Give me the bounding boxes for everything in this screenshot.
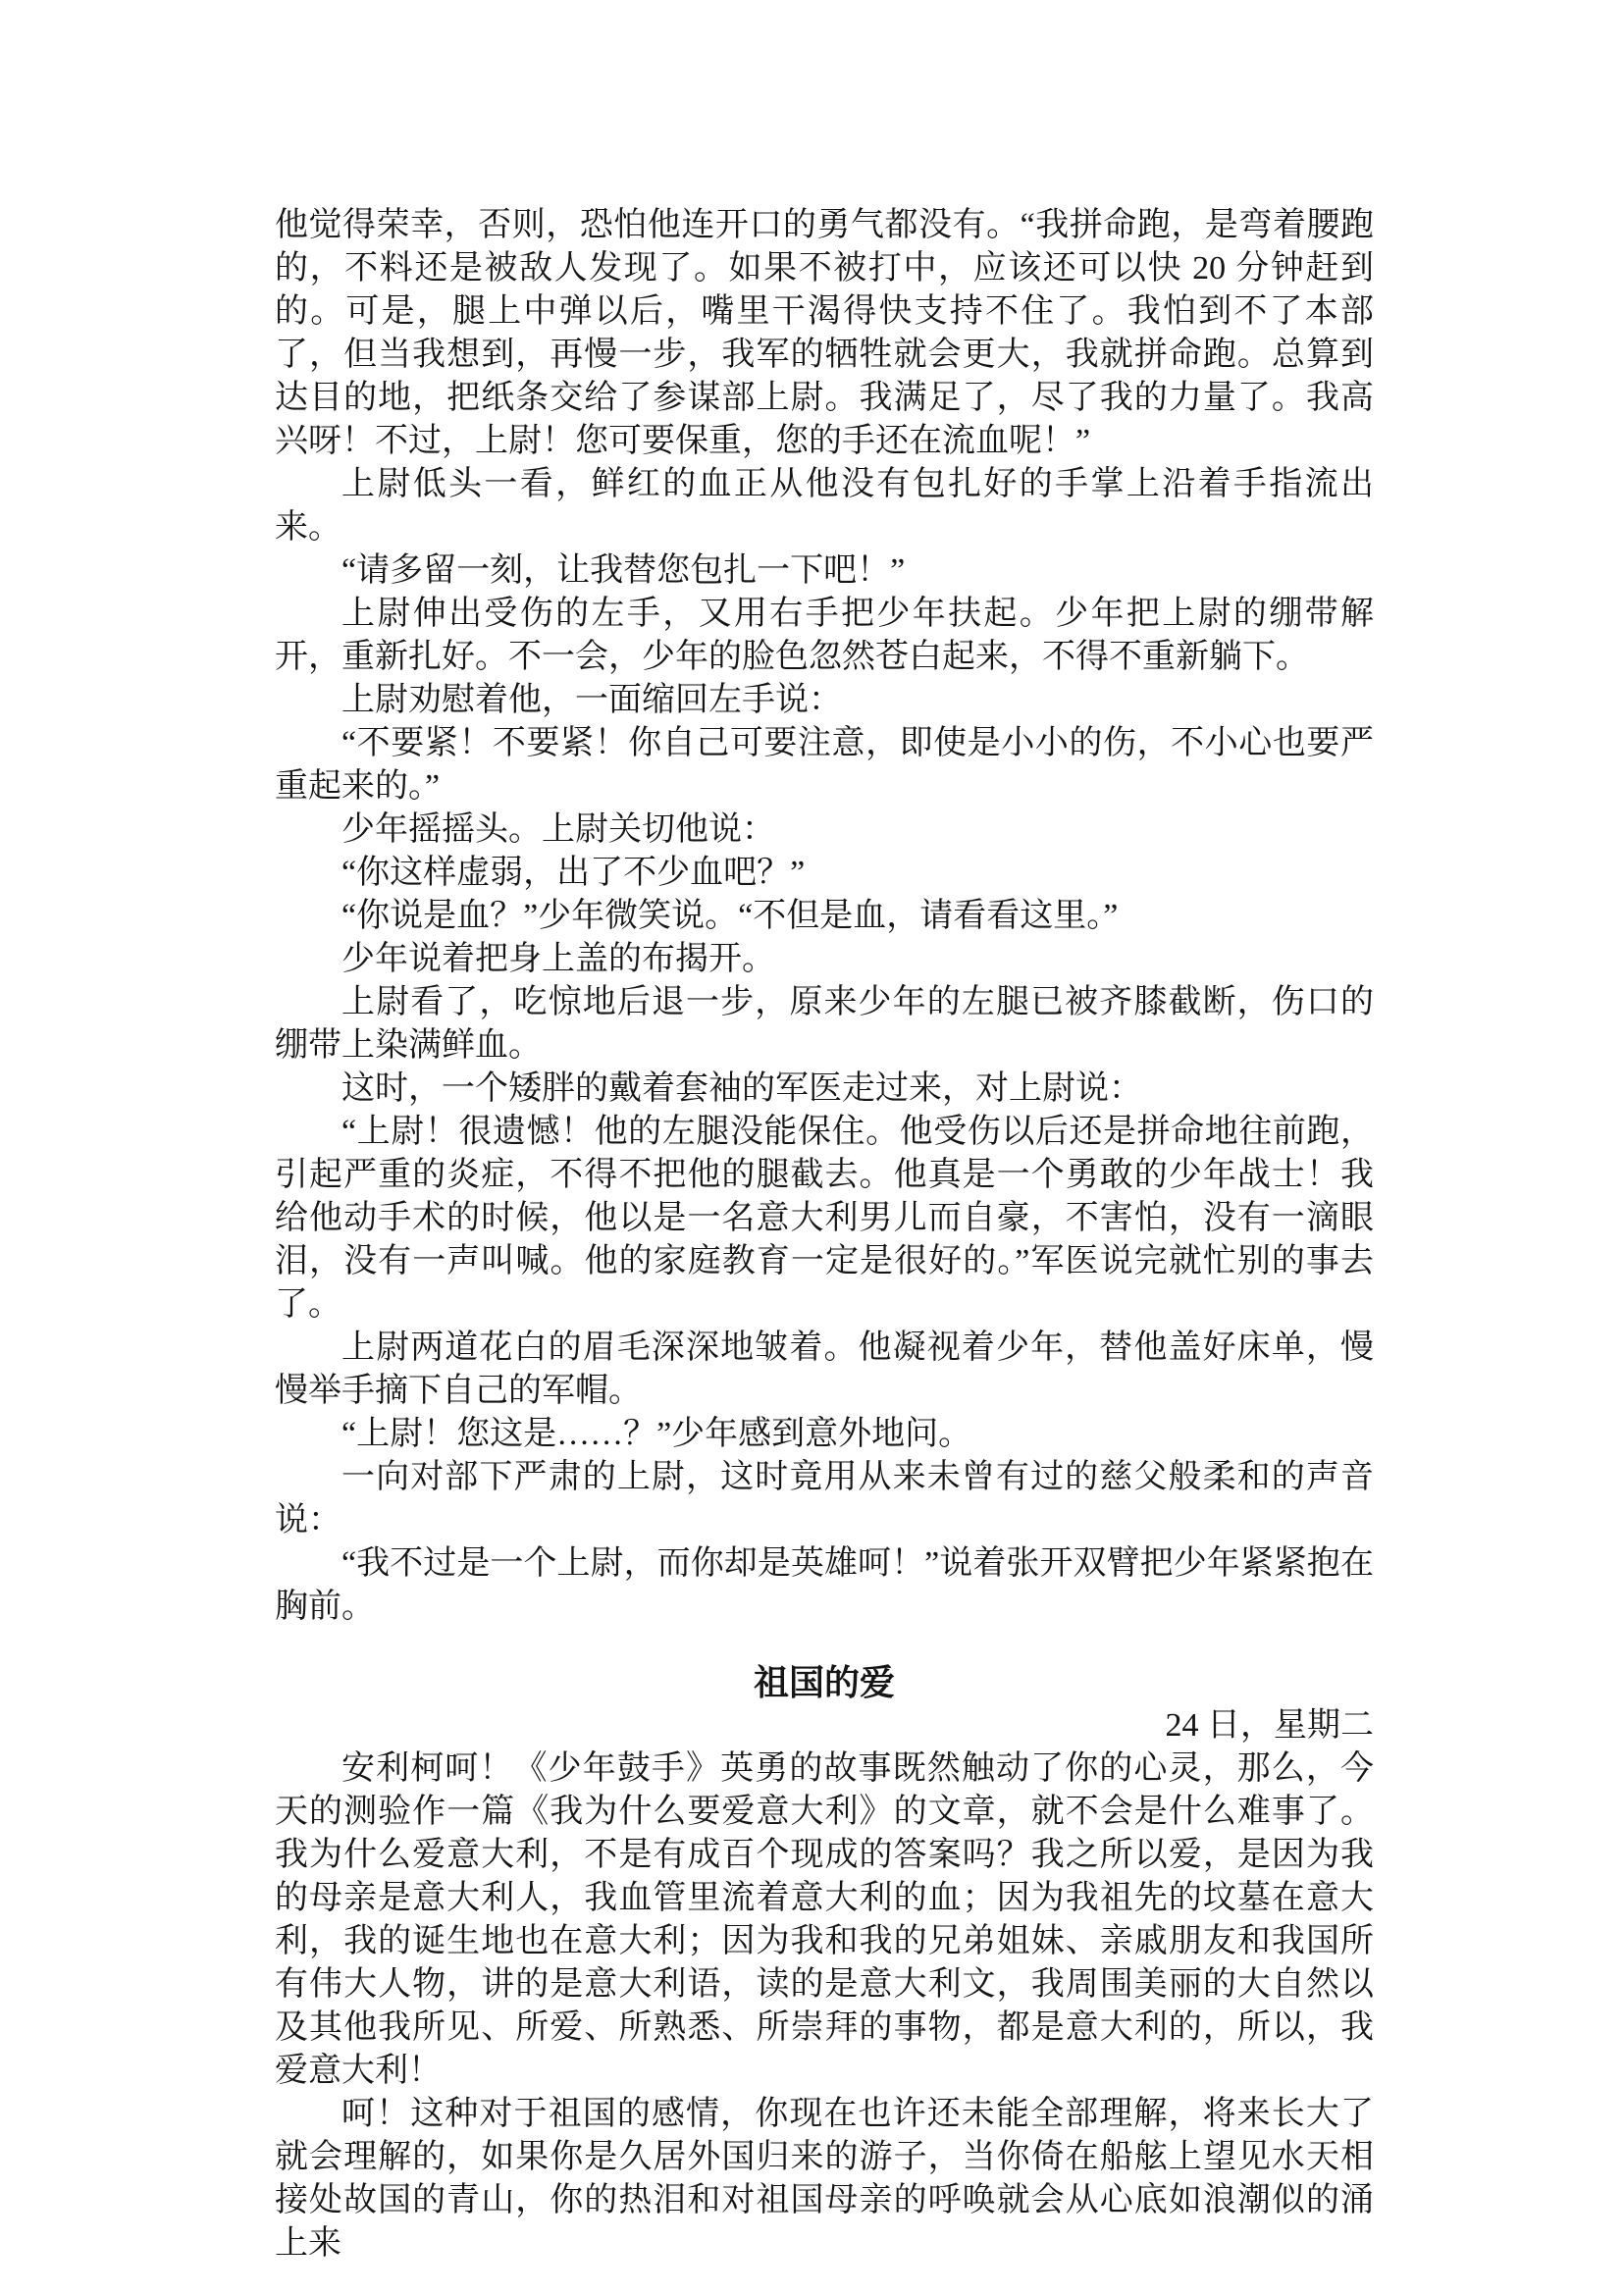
story-paragraph: “不要紧！不要紧！你自己可要注意，即使是小小的伤，不小心也要严重起来的。” <box>275 725 1374 805</box>
story-paragraph: “上尉！很遗憾！他的左腿没能保住。他受伤以后还是拼命地往前跑，引起严重的炎症，不得不把他的腿截去。他真是一个勇敢的少年战士！我给他动手术的时候，他以是一名意大利男儿而自豪，不害怕，没有一滴眼泪，没有一声叫喊。他的家庭教育一定是很好的。”军医说完就忙别的事去了。 <box>275 1114 1374 1323</box>
story-paragraph: 上尉看了，吃惊地后退一步，原来少年的左腿已被齐膝截断，伤口的绷带上染满鲜血。 <box>275 984 1374 1064</box>
story-paragraph: 上尉劝慰着他，一面缩回左手说： <box>341 682 842 718</box>
story-paragraph: 上尉伸出受伤的左手，又用右手把少年扶起。少年把上尉的绷带解开，重新扎好。不一会，少年的脸色忽然苍白起来，不得不重新躺下。 <box>275 596 1374 675</box>
section-title: 祖国的爱 <box>753 1662 895 1702</box>
section-paragraph: 安利柯呵！《少年鼓手》英勇的故事既然触动了你的心灵，那么，今天的测验作一篇《我为什么要爱意大利》的文章，就不会是什么难事了。我为什么爱意大利，不是有成百个现成的答案吗？我之所以爱，是因为我的母亲是意大利人，我血管里流着意大利的血；因为我祖先的坟墓在意大利，我的诞生地也在意大利；因为我和我的兄弟姐妹、亲戚朋友和我国所有伟大人物，讲的是意大利语，读的是意大利文，我周围美丽的大自然以及其他我所见、所爱、所熟悉、所崇拜的事物，都是意大利的，所以，我爱意大利！ <box>275 1750 1374 2089</box>
story-paragraph: 上尉低头一看，鲜红的血正从他没有包扎好的手掌上沿着手指流出来。 <box>275 466 1374 546</box>
story-paragraph: 上尉两道花白的眉毛深深地皱着。他凝视着少年，替他盖好床单，慢慢举手摘下自己的军帽。 <box>275 1329 1374 1409</box>
story-paragraph: 这时，一个矮胖的戴着套袖的军医走过来，对上尉说： <box>341 1070 1142 1107</box>
story-paragraph: “请多留一刻，让我替您包扎一下吧！” <box>341 552 906 589</box>
entry-date: 24 日，星期二 <box>1165 1707 1374 1744</box>
story-paragraph: “我不过是一个上尉，而你却是英雄呵！”说着张开双臂把少年紧紧抱在胸前。 <box>275 1545 1374 1625</box>
story-paragraph: “你这样虚弱，出了不少血吧？” <box>341 855 806 891</box>
story-paragraph: 他觉得荣幸，否则，恐怕他连开口的勇气都没有。“我拼命跑，是弯着腰跑的，不料还是被敌人发现了。如果不被打中，应该还可以快 20 分钟赶到的。可是，腿上中弹以后，嘴里干渴得快支持不住了。我怕到不了本部了，但当我想到，再慢一步，我军的牺牲就会更大，我就拼命跑。总算到达目的地，把纸条交给了参谋部上尉。我满足了，尽了我的力量了。我高兴呀！不过，上尉！您可要保重，您的手还在流血呢！” <box>275 207 1374 459</box>
story-paragraph: 一向对部下严肃的上尉，这时竟用从来未曾有过的慈父般柔和的声音说： <box>275 1459 1374 1538</box>
story-paragraph: “你说是血？”少年微笑说。“不但是血，请看看这里。” <box>341 898 1119 934</box>
section-paragraph: 呵！这种对于祖国的感情，你现在也许还未能全部理解，将来长大了就会理解的，如果你是久居外国归来的游子，当你倚在船舷上望见水天相接处故国的青山，你的热泪和对祖国母亲的呼唤就会从心底如浪潮似的涌上来 <box>275 2096 1374 2262</box>
text-column <box>275 204 1374 2266</box>
story-paragraph: “上尉！您这是……？”少年感到意外地问。 <box>341 1416 972 1452</box>
story-paragraph: 少年摇摇头。上尉关切他说： <box>341 811 775 848</box>
story-paragraph: 少年说着把身上盖的布揭开。 <box>341 941 775 977</box>
